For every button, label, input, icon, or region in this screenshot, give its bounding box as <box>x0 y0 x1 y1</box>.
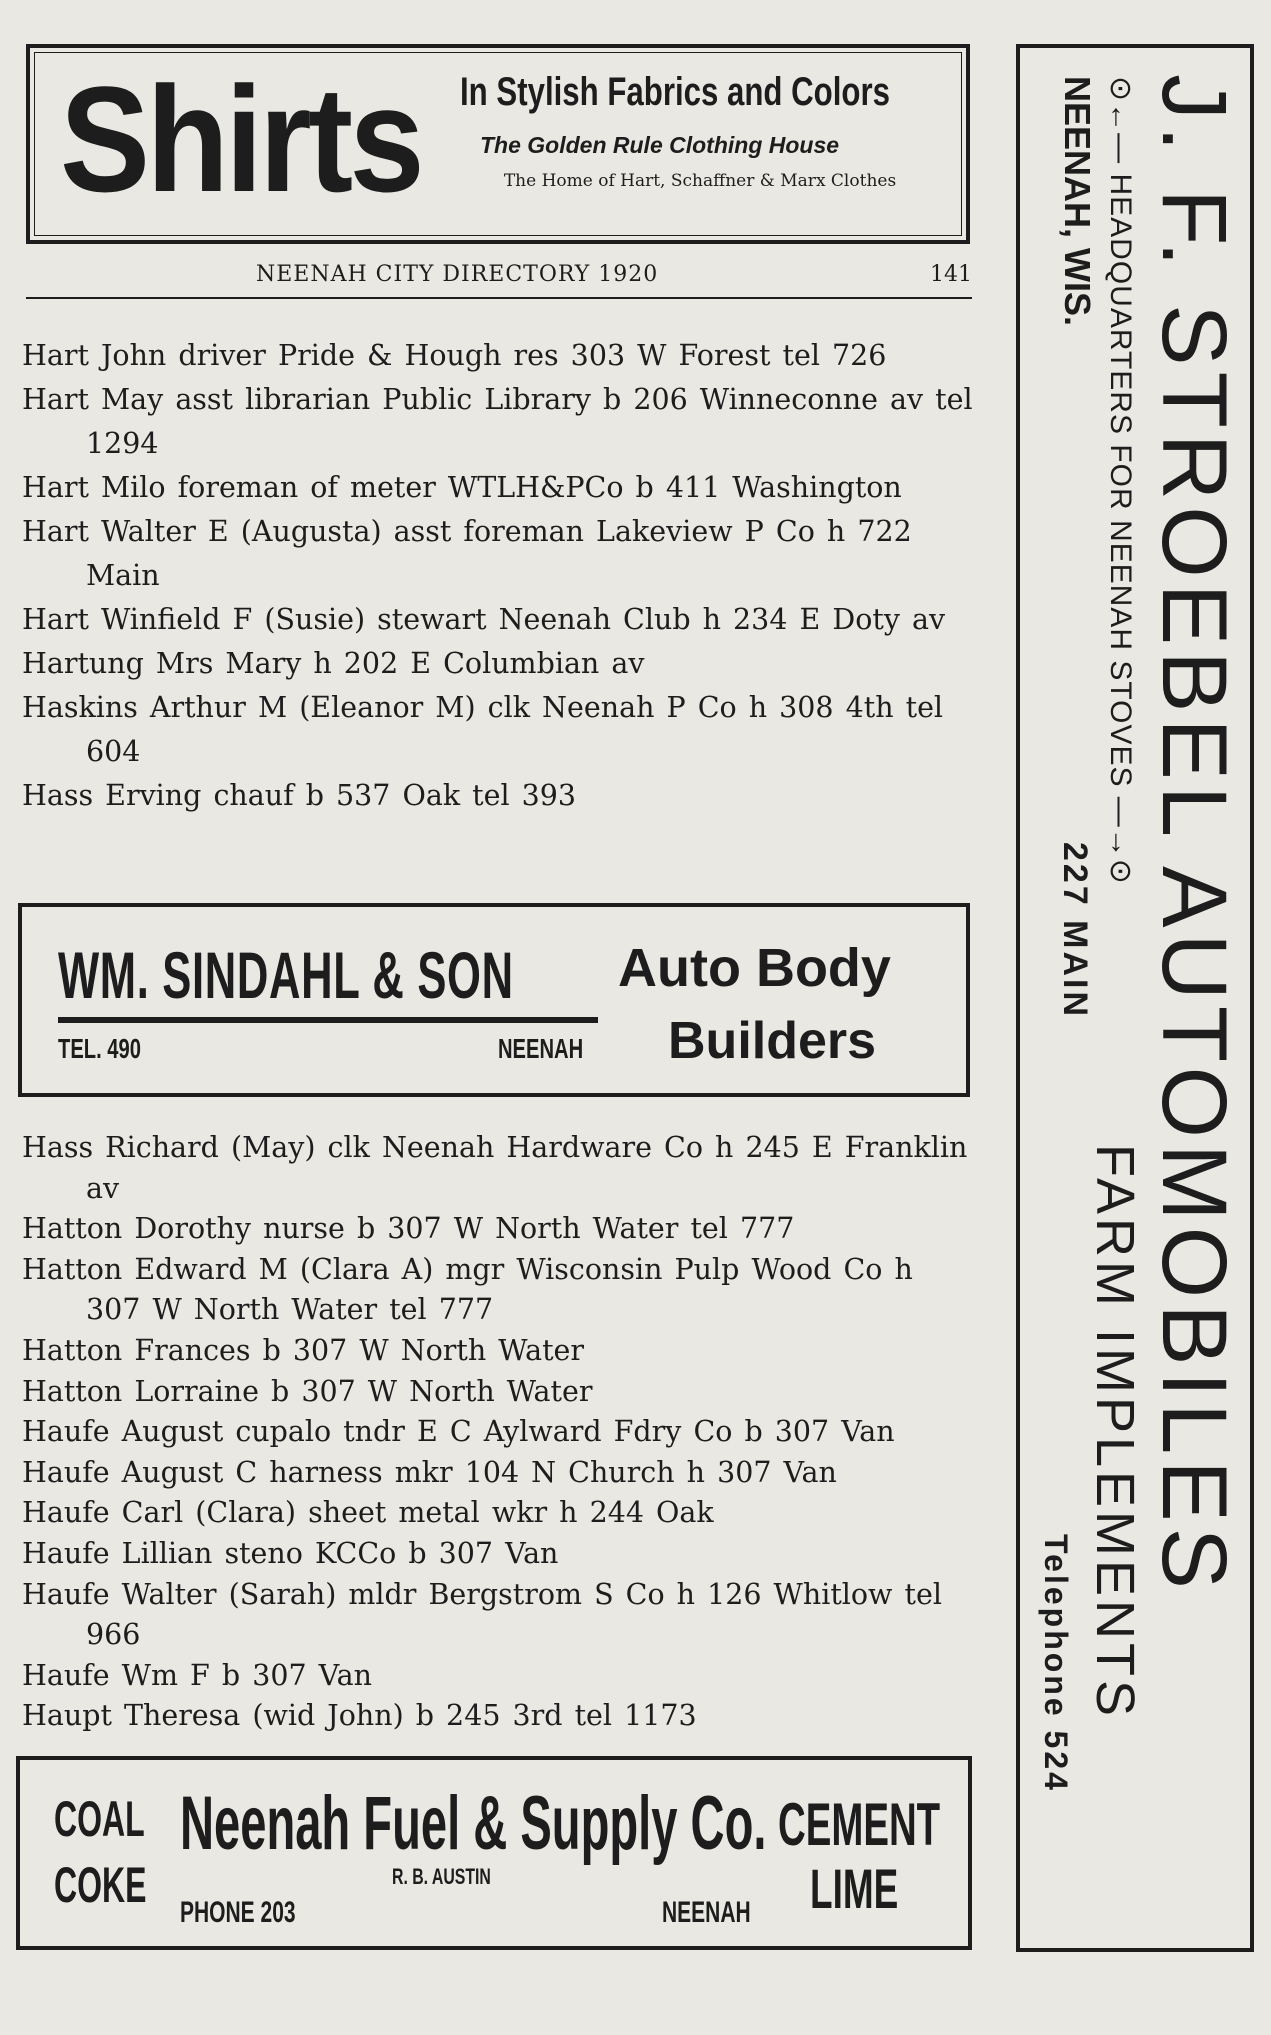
directory-entry: Haufe August cupalo tndr E C Aylward Fdry Co b 307 Van <box>22 1415 895 1449</box>
ad-fuel-coke: COKE <box>54 1857 147 1913</box>
directory-entry: Haufe Lillian steno KCCo b 307 Van <box>22 1536 559 1570</box>
ad-shirts-headline: Shirts <box>60 55 421 223</box>
directory-entry: Hatton Frances b 307 W North Water <box>22 1333 585 1367</box>
ad-stroebel-address: 227 MAIN <box>1056 842 1094 1020</box>
header-rule <box>26 297 972 299</box>
directory-entry: Hart Milo foreman of meter WTLH&PCo b 411 Washington <box>22 471 902 504</box>
ad-sindahl-service-1: Auto Body <box>618 938 891 998</box>
ad-stroebel-name: J. F. STROEBEL AUTOMOBILES <box>1143 74 1245 1596</box>
ad-fuel-coal: COAL <box>54 1791 145 1847</box>
directory-entry: Hart John driver Pride & Hough res 303 W Forest tel 726 <box>22 339 887 372</box>
directory-entry: Hart Walter E (Augusta) asst foreman Lakeview P Co h 722 Main <box>22 515 912 592</box>
directory-entry: Haufe Carl (Clara) sheet metal wkr h 244 Oak <box>22 1496 714 1530</box>
ad-sindahl-rule <box>58 1017 598 1023</box>
ad-fuel-lime: LIME <box>810 1857 899 1920</box>
directory-entry: Haskins Arthur M (Eleanor M) clk Neenah P Co h 308 4th tel 604 <box>22 691 944 768</box>
ad-sindahl-service-2: Builders <box>668 1012 877 1070</box>
ad-stroebel-headquarters: ⊙←— HEADQUARTERS FOR NEENAH STOVES —→⊙ <box>1104 76 1137 885</box>
ad-stroebel-city: NEENAH, WIS. <box>1057 76 1098 327</box>
ad-shirts-tagline: In Stylish Fabrics and Colors <box>460 70 890 114</box>
ad-fuel-phone: PHONE 203 <box>180 1896 296 1929</box>
ad-stroebel-telephone: Telephone 524 <box>1038 1534 1074 1793</box>
ad-shirts-brand-line: The Home of Hart, Schaffner & Marx Clothes <box>503 171 897 191</box>
ad-fuel-name: Neenah Fuel & Supply Co. <box>180 1781 767 1866</box>
ad-fuel-cement: CEMENT <box>778 1791 941 1858</box>
ad-shirts-store: The Golden Rule Clothing House <box>480 132 840 158</box>
directory-entry: Hass Erving chauf b 537 Oak tel 393 <box>22 779 577 812</box>
directory-entry: Hart Winfield F (Susie) stewart Neenah Club h 234 E Doty av <box>22 603 946 636</box>
ad-shirts <box>26 44 970 244</box>
directory-entry: Hatton Edward M (Clara A) mgr Wisconsin Pulp Wood Co h 307 W North Water tel 777 <box>22 1252 913 1327</box>
directory-entries-top <box>22 334 977 818</box>
ad-sindahl-city: NEENAH <box>498 1033 584 1064</box>
directory-entry: Hatton Lorraine b 307 W North Water <box>22 1374 593 1408</box>
directory-entry: Hass Richard (May) clk Neenah Hardware Co h 245 E Franklin av <box>22 1131 968 1205</box>
directory-entries-bottom <box>22 1128 977 1737</box>
directory-entry: Haufe Walter (Sarah) mldr Bergstrom S Co h 126 Whitlow tel 966 <box>22 1577 942 1652</box>
directory-entry: Hatton Dorothy nurse b 307 W North Water tel 777 <box>22 1212 795 1246</box>
ad-stroebel-rotated <box>1020 48 1254 1948</box>
ad-fuel-owner: R. B. AUSTIN <box>392 1864 491 1889</box>
directory-entry: Hartung Mrs Mary h 202 E Columbian av <box>22 647 645 680</box>
page-number: 141 <box>930 262 972 287</box>
ad-stroebel-farm: FARM IMPLEMENTS <box>1085 1144 1145 1721</box>
ad-fuel-city: NEENAH <box>662 1896 751 1929</box>
ad-fuel <box>16 1756 972 1950</box>
ad-sindahl <box>18 903 970 1097</box>
ad-sindahl-tel: TEL. 490 <box>58 1033 141 1064</box>
running-title: NEENAH CITY DIRECTORY 1920 <box>256 262 659 287</box>
ad-stroebel <box>1016 44 1254 1952</box>
directory-entry: Haupt Theresa (wid John) b 245 3rd tel 1173 <box>22 1699 697 1733</box>
directory-entry: Haufe August C harness mkr 104 N Church h 307 Van <box>22 1455 837 1489</box>
directory-entry: Haufe Wm F b 307 Van <box>22 1658 372 1692</box>
directory-entry: Hart May asst librarian Public Library b 206 Winneconne av tel 1294 <box>22 383 973 460</box>
ad-sindahl-name: WM. SINDAHL & SON <box>58 938 514 1012</box>
